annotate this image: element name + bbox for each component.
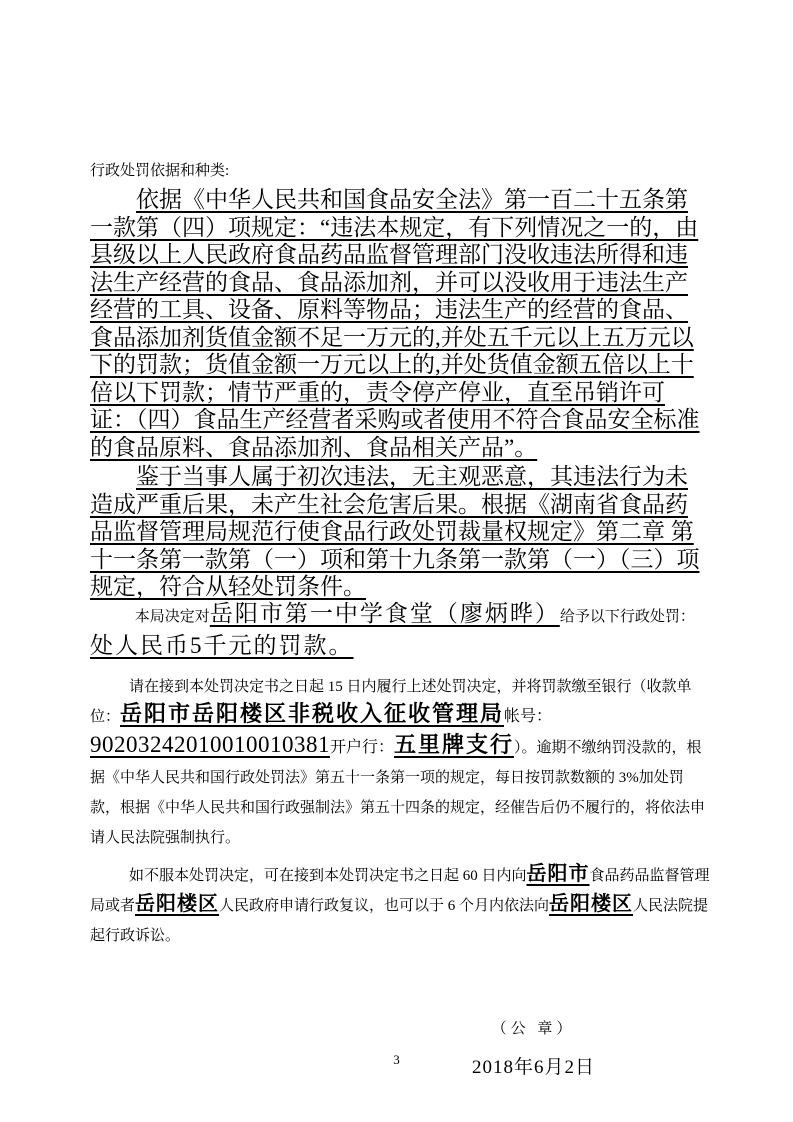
paragraph-legal-basis: 依据《中华人民共和国食品安全法》第一百二十五条第一款第（四）项规定：“违法本规定，有下列情况之一的，由县级以上人民政府食品药品监督管理部门没收违法所得和违法生产经营的食品、食品添加剂，并可以没收用于违法生产经营的工具、设备、原料等物品；违法生产的经营的食品、食品添加剂货值金额不足一万元的,并处五千元以上五万元以下的罚款；货值金额一万元以上的,并处货值金额五倍以上十倍以下罚款；情节严重的，责令停产停业，直至吊销许可证：（四）食品生产经营者采购或者使用不符合食品安全标准的食品原料、食品添加剂、食品相关产品”。 — [90, 187, 700, 460]
official-seal-placeholder: （公 章） — [491, 1020, 576, 1037]
decision-penalty-amount: 处人民币5千元的罚款。 — [90, 632, 354, 658]
decision-date: 2018年6月2日 — [471, 1056, 595, 1078]
payment-bank-name: 五里牌支行 — [394, 731, 515, 757]
paragraph-payment-instructions — [90, 672, 710, 853]
appeal-text-2: 食品药品监督管理局或者 — [90, 867, 710, 914]
appeal-district-name-1: 岳阳楼区 — [135, 892, 220, 915]
payment-account-label: 帐号： — [504, 707, 553, 725]
payment-text-2: ）。逾期不缴纳罚没款的，根据《中华人民共和国行政处罚法》第五十一条第一项的规定，每日按罚款数额的 3%加处罚款，根据《中华人民共和国行政强制法》第五十四条的规定，经催告后仍不履行的，将依法申请人民法院强制执行。 — [90, 739, 706, 846]
decision-middle-text: 给予以下行政处罚： — [559, 608, 695, 625]
paragraph-decision — [90, 601, 710, 664]
page-number: 3 — [393, 1052, 400, 1067]
payment-account-number: 90203242010010010381 — [90, 731, 330, 757]
appeal-text-1: 如不服本处罚决定，可在接到本处罚决定书之日起 60 日内向 — [129, 867, 527, 884]
decision-prefix: 本局决定对 — [134, 608, 210, 625]
decision-party-name: 岳阳市第一中学食堂（廖炳晔） — [209, 600, 560, 626]
payment-bank-label: 开户行： — [330, 738, 395, 756]
signature-block — [472, 1017, 595, 1079]
document-body — [90, 158, 710, 1079]
appeal-text-4: 人民法院提起行政诉讼。 — [90, 897, 709, 944]
payment-payee-name: 岳阳市岳阳楼区非税收入征收管理局 — [120, 700, 505, 726]
payment-text-1: 请在接到本处罚决定书之日起 15 日内履行上述处罚决定，并将罚款缴至银行（收款单位： — [90, 678, 692, 725]
appeal-district-name-2: 岳阳楼区 — [549, 892, 634, 915]
appeal-text-3: 人民政府申请行政复议，也可以于 6 个月内依法向 — [219, 897, 550, 914]
appeal-city-name: 岳阳市 — [526, 862, 590, 885]
section-heading-penalty-basis: 行政处罚依据和种类: — [90, 163, 230, 179]
paragraph-appeal-rights — [90, 861, 710, 951]
paragraph-mitigation: 鉴于当事人属于初次违法，无主观恶意，其违法行为未造成严重后果，未产生社会危害后果。根据《湖南省食品药品监督管理局规范行使食品行政处罚裁量权规定》第二章 第十一条第一款第（一）项和第十九条第一款第（一）（三）项规定，符合从轻处罚条件。 — [90, 464, 700, 599]
